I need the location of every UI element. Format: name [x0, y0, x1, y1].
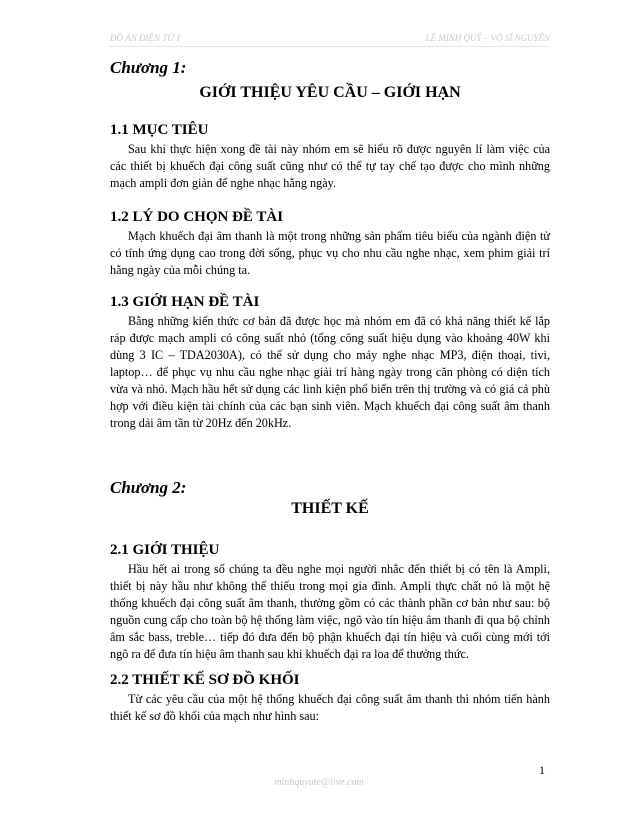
section-1-1-heading: 1.1 MỤC TIÊU — [110, 122, 209, 138]
chapter-1-label: Chương 1: — [110, 58, 187, 77]
section-2-1-heading: 2.1 GIỚI THIỆU — [110, 542, 220, 558]
section-1-2-text: Mạch khuếch đại âm thanh là một trong những sản phẩm tiêu biểu của ngành điện tử có tính ứng dụng cao trong đời sống, phục vụ cho nhu cầu nghe nhạc, xem phim giải trí hằng ngày của mỗi chúng ta. — [110, 229, 550, 277]
section-1-2-heading: 1.2 LÝ DO CHỌN ĐỀ TÀI — [110, 209, 284, 225]
section-1-3-heading: 1.3 GIỚI HẠN ĐỀ TÀI — [110, 294, 260, 310]
chapter-2-label: Chương 2: — [110, 478, 187, 497]
header-left-text: ĐỒ ÁN ĐIỆN TỬ 1 — [110, 33, 181, 43]
section-2-1-text: Hầu hết ai trong số chúng ta đều nghe mọi người nhắc đến thiết bị có tên là Ampli, thiết bị này hầu như không thể thiếu trong mọi gia đình. Ampli thực chất nó là một hệ thống khuếch đại công suất âm thanh, thường gồm có các thành phần cơ bản như sau: bộ nguồn cung cấp cho toàn bộ hệ thống làm việc, ngõ vào tín hiệu âm thanh đi qua bộ chỉnh âm sắc bass, treble… tiếp đó đưa đến bộ phận khuếch đại tín hiệu và cuối cùng mới tới ngõ ra để đưa tín hiệu âm thanh sau khi khuếch đại ra loa để thưởng thức. — [110, 562, 550, 661]
page-footer: minhquyute@live.com — [274, 777, 364, 788]
section-1-1-text: Sau khi thực hiện xong đề tài này nhóm em sẽ hiểu rõ được nguyên lí làm việc của các thiết bị khuếch đại công suất cũng như có thể tự tay chế tạo được cho mình những mạch ampli đơn giản để nghe nhạc hằng ngày. — [110, 142, 550, 190]
page-number: 1 — [539, 763, 545, 777]
section-2-2-heading: 2.2 THIẾT KẾ SƠ ĐỒ KHỐI — [110, 672, 300, 688]
section-1-3-text: Bằng những kiến thức cơ bản đã được học mà nhóm em đã có khả năng thiết kế lắp ráp được mạch ampli có công suất nhỏ (tổng công suất hiệu dụng vào khoảng 40W khi dùng 3 IC – TDA2030A), có thể sử dụng cho máy nghe nhạc MP3, điện thoại, tivi, laptop… để phục vụ nhu cầu nghe nhạc giải trí hàng ngày trong căn phòng có diện tích vừa và nhỏ. Mạch hầu hết sử dụng các linh kiện phổ biến trên thị trường và có giá cả phù hợp với điều kiện tài chính của các bạn sinh viên. Mạch khuếch đại công suất âm thanh trong dải âm tần từ 20Hz đến 20kHz. — [110, 314, 550, 430]
section-2-2-text: Từ các yêu cầu của một hệ thống khuếch đại công suất âm thanh thì nhóm tiến hành thiết kế sơ đồ khối của mạch như hình sau: — [110, 692, 550, 723]
page-header — [110, 32, 550, 47]
header-right-text: LÊ MINH QUÝ – VÕ SĨ NGUYÊN — [425, 33, 550, 43]
chapter-2-title: THIẾT KẾ — [291, 500, 369, 517]
chapter-1-title: GIỚI THIỆU YÊU CẦU – GIỚI HẠN — [199, 84, 461, 101]
